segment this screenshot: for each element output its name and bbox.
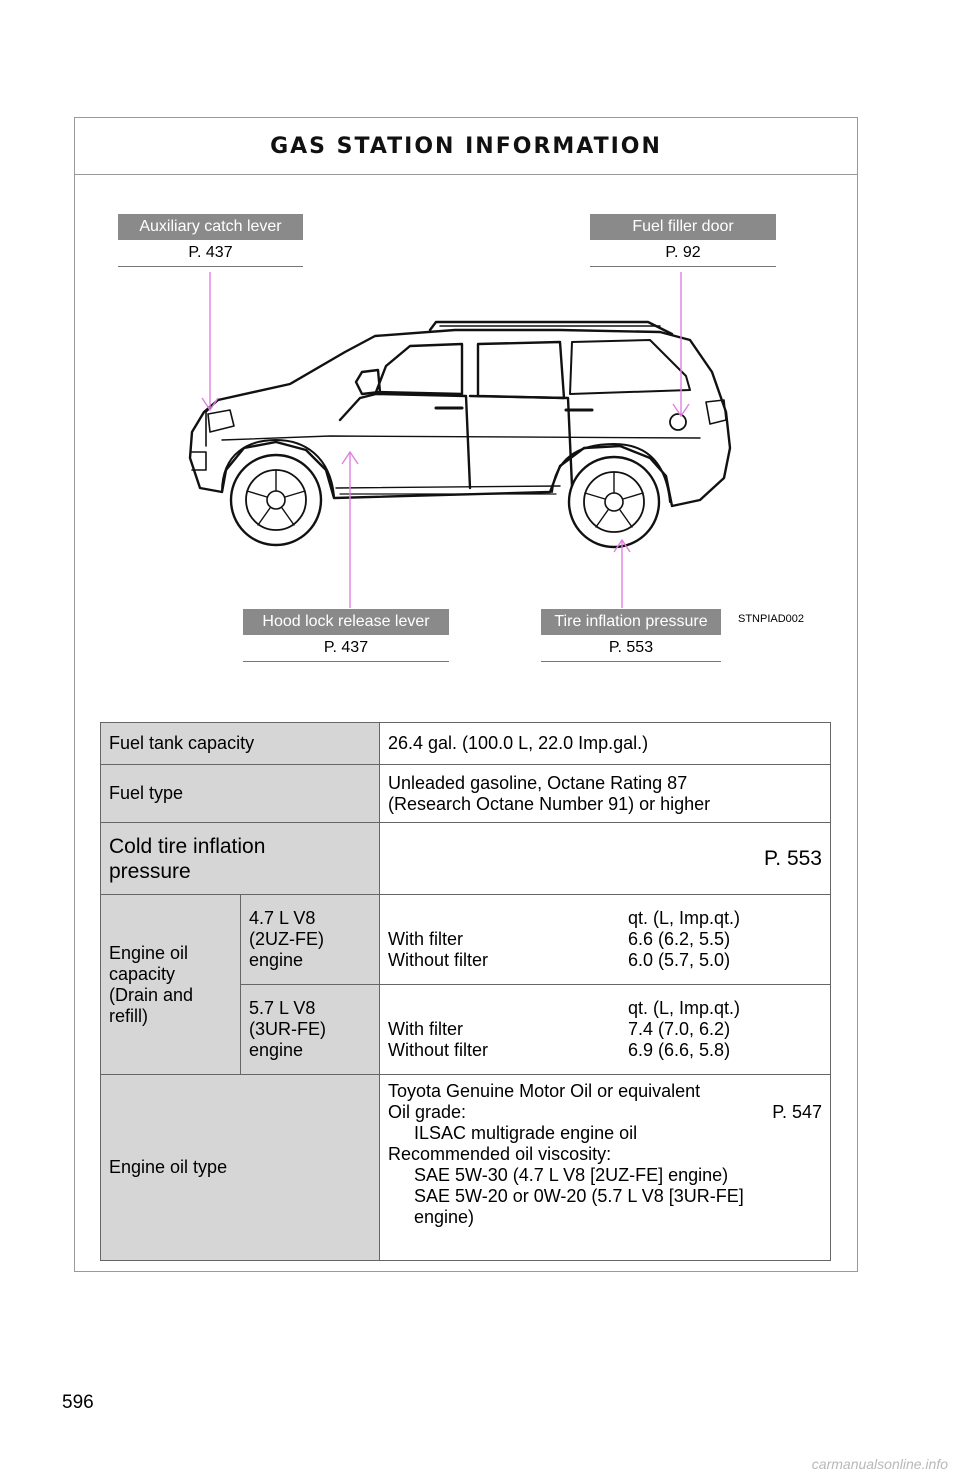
engine-line: (2UZ-FE)	[249, 929, 324, 949]
tire-pressure-label: Tire inflation pressure	[541, 609, 721, 635]
oil-type-value	[380, 1075, 831, 1261]
fuel-door-label: Fuel filler door	[590, 214, 776, 240]
footer-watermark: carmanualsonline.info	[811, 1456, 948, 1472]
table-row	[101, 823, 831, 895]
vehicle-illustration	[0, 0, 960, 720]
oil-capacity-label-line: Engine oil	[109, 942, 189, 963]
page-title: GAS STATION INFORMATION	[270, 133, 662, 159]
with-filter-value: 6.6 (6.2, 5.5)	[628, 929, 731, 949]
engine1-capacity	[380, 895, 831, 985]
viscosity-line: SAE 5W-30 (4.7 L V8 [2UZ-FE] engine)	[414, 1165, 729, 1185]
oil-capacity-label	[101, 895, 241, 1075]
spec-table	[100, 722, 831, 1261]
oil-type-label: Engine oil type	[101, 1075, 380, 1261]
engine-line: engine	[249, 1040, 304, 1060]
oil-type-line: Toyota Genuine Motor Oil or equivalent	[388, 1081, 701, 1101]
page-number: 596	[62, 1392, 94, 1413]
aux-catch-page: P. 437	[118, 240, 303, 267]
fuel-door-callout	[590, 214, 776, 267]
without-filter-label: Without filter	[388, 1040, 489, 1060]
oil-grade-value: ILSAC multigrade engine oil	[414, 1123, 638, 1143]
fuel-type-label: Fuel type	[101, 765, 380, 823]
oil-grade-label: Oil grade:	[388, 1102, 467, 1122]
fuel-type-line: Unleaded gasoline, Octane Rating 87	[388, 772, 688, 793]
tire-label-line: Cold tire inflation	[109, 834, 266, 858]
engine-line: (3UR-FE)	[249, 1019, 326, 1039]
tire-label	[101, 823, 380, 895]
table-row	[101, 765, 831, 823]
table-row	[101, 895, 831, 985]
viscosity-line: SAE 5W-20 or 0W-20 (5.7 L V8 [3UR-FE]	[414, 1186, 744, 1206]
aux-catch-callout	[118, 214, 303, 267]
fuel-type-value	[380, 765, 831, 823]
with-filter-value: 7.4 (7.0, 6.2)	[628, 1019, 731, 1039]
fuel-tank-value: 26.4 gal. (100.0 L, 22.0 Imp.gal.)	[380, 723, 831, 765]
engine-line: engine	[249, 950, 304, 970]
oil-capacity-label-line: refill)	[109, 1005, 148, 1026]
tire-label-line: pressure	[109, 859, 191, 883]
table-row	[101, 1075, 831, 1261]
figure-code: STNPIAD002	[738, 613, 805, 625]
without-filter-value: 6.0 (5.7, 5.0)	[628, 950, 731, 970]
aux-catch-label: Auxiliary catch lever	[118, 214, 303, 240]
with-filter-label: With filter	[388, 929, 464, 949]
oil-grade-row	[388, 1102, 822, 1123]
tire-pressure-page: P. 553	[541, 635, 721, 662]
engine-line: 4.7 L V8	[249, 908, 316, 928]
engine2-capacity	[380, 985, 831, 1075]
without-filter-value: 6.9 (6.6, 5.8)	[628, 1040, 731, 1060]
viscosity-line: engine)	[414, 1207, 475, 1227]
oil-capacity-label-line: capacity	[109, 963, 176, 984]
capacity-unit: qt. (L, Imp.qt.)	[628, 998, 741, 1018]
tire-pressure-callout	[541, 609, 721, 662]
capacity-unit: qt. (L, Imp.qt.)	[628, 908, 741, 928]
hood-release-page: P. 437	[243, 635, 449, 662]
engine-line: 5.7 L V8	[249, 998, 316, 1018]
viscosity-label: Recommended oil viscosity:	[388, 1144, 612, 1164]
fuel-door-page: P. 92	[590, 240, 776, 267]
with-filter-label: With filter	[388, 1019, 464, 1039]
tire-value: P. 553	[380, 823, 831, 895]
hood-release-callout	[243, 609, 449, 662]
fuel-type-line: (Research Octane Number 91) or higher	[388, 793, 711, 814]
oil-capacity-label-line: (Drain and	[109, 984, 194, 1005]
oil-grade-page: P. 547	[772, 1102, 822, 1122]
fuel-tank-label: Fuel tank capacity	[101, 723, 380, 765]
engine2-label	[241, 985, 380, 1075]
table-row	[101, 723, 831, 765]
without-filter-label: Without filter	[388, 950, 489, 970]
hood-release-label: Hood lock release lever	[243, 609, 449, 635]
engine1-label	[241, 895, 380, 985]
